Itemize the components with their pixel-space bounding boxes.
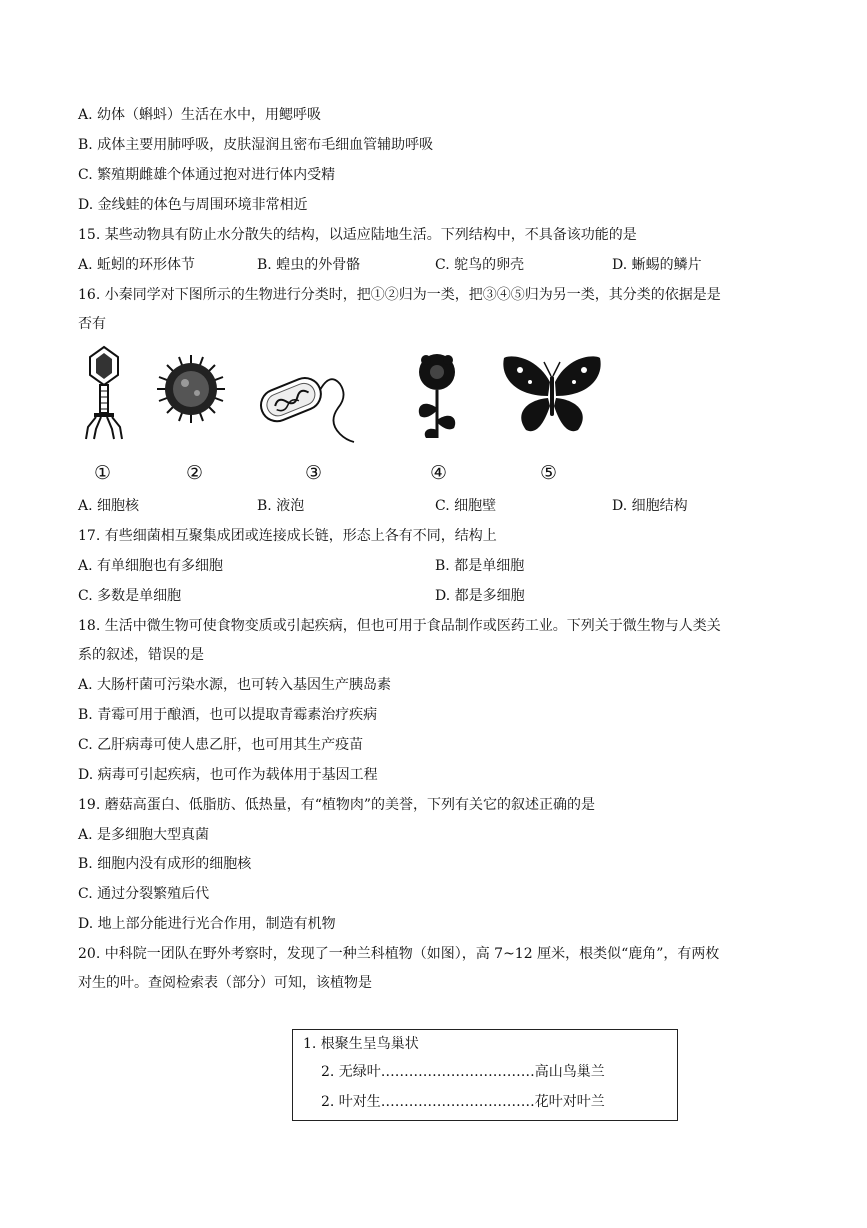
figure-label-2: ②	[186, 462, 204, 484]
q18-option-a: A. 大肠杆菌可污染水源，也可转入基因生产胰岛素	[78, 677, 392, 693]
flower-plant-image	[412, 350, 462, 440]
q14-option-b: B. 成体主要用肺呼吸，皮肤湿润且密布毛细血管辅助呼吸	[78, 137, 434, 153]
q19-stem: 19. 蘑菇高蛋白、低脂肪、低热量，有“植物肉”的美誉，下列有关它的叙述正确的是	[78, 797, 596, 813]
q20-stem-line2: 对生的叶。查阅检索表（部分）可知，该植物是	[78, 975, 372, 991]
q15-option-a: A. 蚯蚓的环形体节	[78, 257, 196, 273]
q14-option-c: C. 繁殖期雌雄个体通过抱对进行体内受精	[78, 167, 336, 183]
q17-option-c: C. 多数是单细胞	[78, 588, 182, 604]
q16-option-d: D. 细胞结构	[612, 498, 688, 514]
q14-option-a: A. 幼体（蝌蚪）生活在水中，用鳃呼吸	[78, 107, 322, 123]
q15-option-d: D. 蜥蜴的鳞片	[612, 257, 702, 273]
q15-stem: 15. 某些动物具有防止水分散失的结构，以适应陆地生活。下列结构中，不具备该功能的是	[78, 227, 637, 243]
bacterium-image	[258, 360, 358, 445]
q20-stem-line1: 20. 中科院一团队在野外考察时，发现了一种兰科植物（如图），高 7~12 厘米，根类似“鹿角”，有两枚	[78, 946, 720, 962]
key-line-1: 1. 根聚生呈鸟巢状	[303, 1036, 419, 1052]
q17-option-a: A. 有单细胞也有多细胞	[78, 558, 224, 574]
figure-label-1: ①	[94, 462, 112, 484]
q15-option-b: B. 蝗虫的外骨骼	[257, 257, 361, 273]
q18-stem-line2: 系的叙述，错误的是	[78, 647, 204, 663]
q19-option-a: A. 是多细胞大型真菌	[78, 827, 210, 843]
q18-stem-line1: 18. 生活中微生物可使食物变质或引起疾病，但也可用于食品制作或医药工业。下列关于微生物与人类关	[78, 618, 721, 634]
q15-option-c: C. 鸵鸟的卵壳	[435, 257, 525, 273]
q18-option-d: D. 病毒可引起疾病，也可作为载体用于基因工程	[78, 767, 378, 783]
q16-option-c: C. 细胞壁	[435, 498, 497, 514]
q19-option-d: D. 地上部分能进行光合作用，制造有机物	[78, 916, 336, 932]
key-line-2: 2. 无绿叶……………………………高山鸟巢兰	[321, 1064, 605, 1080]
q17-option-b: B. 都是单细胞	[435, 558, 525, 574]
q14-option-d: D. 金线蛙的体色与周围环境非常相近	[78, 197, 308, 213]
figure-label-4: ④	[430, 462, 448, 484]
q16-option-b: B. 液泡	[257, 498, 305, 514]
q16-stem-line1: 16. 小秦同学对下图所示的生物进行分类时，把①②归为一类，把③④⑤归为另一类，其分类的依据是是	[78, 287, 721, 303]
q16-stem-line2: 否有	[78, 316, 106, 332]
q19-option-c: C. 通过分裂繁殖后代	[78, 886, 210, 902]
q16-option-a: A. 细胞核	[78, 498, 140, 514]
virus-image	[155, 353, 227, 425]
bacteriophage-image	[82, 345, 126, 440]
dichotomous-key-table	[292, 1029, 678, 1121]
figure-label-3: ③	[305, 462, 323, 484]
key-line-3: 2. 叶对生……………………………花叶对叶兰	[321, 1094, 605, 1110]
q17-stem: 17. 有些细菌相互聚集成团或连接成长链，形态上各有不同，结构上	[78, 528, 497, 544]
figure-label-5: ⑤	[540, 462, 558, 484]
q19-option-b: B. 细胞内没有成形的细胞核	[78, 856, 252, 872]
butterfly-image	[500, 352, 605, 437]
q17-option-d: D. 都是多细胞	[435, 588, 525, 604]
q18-option-c: C. 乙肝病毒可使人患乙肝，也可用其生产疫苗	[78, 737, 364, 753]
q18-option-b: B. 青霉可用于酿酒，也可以提取青霉素治疗疾病	[78, 707, 378, 723]
